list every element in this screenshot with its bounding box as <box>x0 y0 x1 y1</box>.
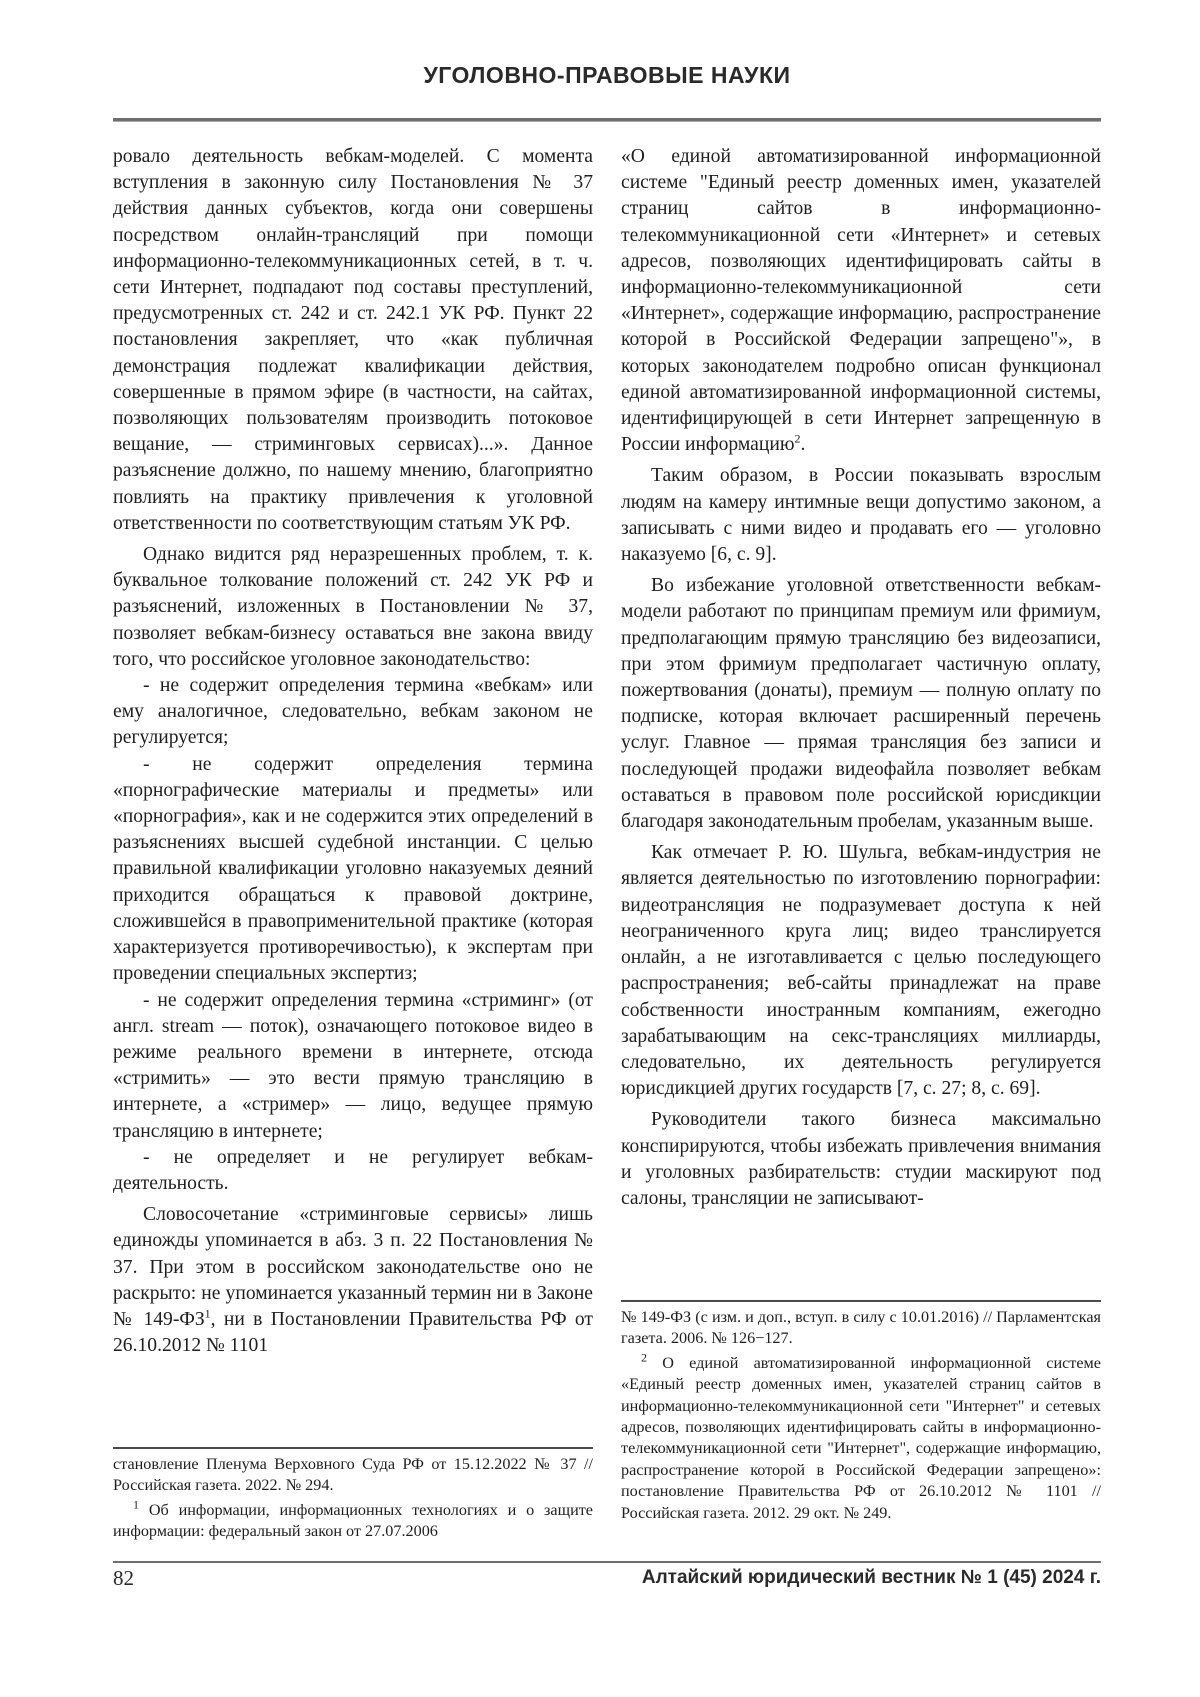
footnote-divider-left <box>113 1447 593 1449</box>
footnote-ref-1[interactable]: 1 <box>204 1306 211 1321</box>
header-divider <box>113 118 1101 122</box>
paragraph: Руководители такого бизнеса максимально конспирируются, чтобы избежать привлечения внимания и уголовных разбирательств: студии маскируют под салоны, трансляции не записывают- <box>621 1109 1101 1209</box>
footnote-ref-2[interactable]: 2 <box>794 431 801 446</box>
paragraph: Однако видится ряд неразрешенных проблем, т. к. буквальное толкование положений ст. 242 УК РФ и разъяснений, изложенных в Постановлении № 37, позволяет вебкам-бизнесу оставаться вне закона ввиду того, что российское уголовное законодательство: <box>113 544 593 670</box>
paragraph-text: Словосочетание «стриминговые сервисы» лишь единожды упоминается в абз. 3 п. 22 Постановления № 37. При этом в российском законодательстве оно не раскрыто: не упоминается указанный термин ни в Законе № 149-ФЗ <box>113 1204 593 1330</box>
footnotes-left <box>113 1454 593 1543</box>
paragraph-text: . <box>800 434 806 456</box>
left-column <box>113 144 593 1359</box>
paragraph <box>113 1202 593 1359</box>
paragraph-text: , ни в Постановлении Правительства РФ от 26.10.2012 № 1101 <box>113 1308 593 1357</box>
footnote-text: Об информации, информационных технологиях и о защите информации: федеральный закон от 27.07.2006 <box>113 1500 593 1541</box>
paragraph: Как отмечает Р. Ю. Шульга, вебкам-индустрия не является деятельностью по изготовлению порнографии: видеотрансляция не подразумевает доступа к ней неограниченного круга лиц; видео транслируется онлайн, а не изготавливается с целью последующего распространения; веб-сайты принадлежат на праве собственности иностранным компаниям, ежегодно зарабатывающим на секс-трансляциях миллиарды, следовательно, их деятельность регулируется юрисдикцией других государств [7, с. 27; 8, с. 69]. <box>621 842 1101 1100</box>
footnote-2 <box>621 1350 1101 1524</box>
paragraph: ровало деятельность вебкам-моделей. С момента вступления в законную силу Постановления № 37 действия данных субъектов, когда они совершены посредством онлайн-трансляций при помощи информационно-телекоммуникационных сетей, в т. ч. сети Интернет, подпадают под составы преступлений, предусмотренных ст. 242 и ст. 242.1 УК РФ. Пункт 22 постановления закрепляет, что «как публичная демонстрация подлежат квалификации действия, совершенные в прямом эфире (в частности, на сайтах, позволяющих пользователям производить потоковое вещание, — стриминговых сервисах)...». Данное разъяснение должно, по нашему мнению, благоприятно повлиять на практику привлечения к уголовной ответственности по соответствующим статьям УК РФ. <box>113 146 593 534</box>
list-item: - не определяет и не регулирует вебкам-деятельность. <box>113 1146 593 1194</box>
page-number: 82 <box>113 1566 134 1590</box>
footnotes-right <box>621 1307 1101 1524</box>
paragraph: Во избежание уголовной ответственности вебкам-модели работают по принципам премиум или фримиум, предполагающим прямую трансляцию без видеозаписи, при этом фримиум предполагает частичную оплату, пожертвования (донаты), премиум — полную оплату по подписке, которая включает расширенный перечень услуг. Главное — прямая трансляция без записи и последующей продажи видеофайла позволяет вебкам оставаться в правовом поле российской юрисдикции благодаря законодательным пробелам, указанным выше. <box>621 575 1101 833</box>
footnote-continuation: становление Пленума Верховного Суда РФ от 15.12.2022 № 37 // Российская газета. 2022. № 294. <box>113 1455 593 1495</box>
running-header: УГОЛОВНО-ПРАВОВЫЕ НАУКИ <box>423 62 791 88</box>
paragraph: Таким образом, в России показывать взрослым людям на камеру интимные вещи допустимо законом, а записывать с ними видео и продавать его — уголовно наказуемо [6, с. 9]. <box>621 465 1101 566</box>
journal-title: Алтайский юридический вестник № 1 (45) 2024 г. <box>641 1567 1101 1588</box>
footer-divider <box>113 1561 1101 1563</box>
footnote-1 <box>113 1497 593 1543</box>
footnote-mark: 1 <box>133 1497 139 1512</box>
footnote-divider-right <box>621 1300 1101 1302</box>
paragraph <box>621 144 1101 458</box>
list-item: - не содержит определения термина «вебкам» или ему аналогичное, следовательно, вебкам законом не регулируется; <box>113 675 593 749</box>
footnote-mark: 2 <box>641 1350 647 1365</box>
right-column <box>621 144 1101 1212</box>
footnote-continuation: № 149-ФЗ (с изм. и доп., вступ. в силу с 10.01.2016) // Парламентская газета. 2006. № 126−127. <box>621 1308 1101 1348</box>
list-item: - не содержит определения термина «порнографические материалы и предметы» или «порнография», как и не содержится этих определений в разъяснениях высшей судебной инстанции. С целью правильной квалификации уголовно наказуемых деяний приходится обращаться к правовой доктрине, сложившейся в правоприменительной практике (которая характеризуется противоречивостью), к экспертам при проведении специальных экспертиз; <box>113 753 593 985</box>
paragraph-text: «О единой автоматизированной информационной системе "Единый реестр доменных имен, указателей страниц сайтов в информационно-телекоммуникационной сети «Интернет» и сетевых адресов, позволяющих идентифицировать сайты в информационно-телекоммуникационной сети «Интернет», содержащие информацию, распространение которой в Российской Федерации запрещено"», в которых законодателем подробно описан функционал единой автоматизированной информационной системы, идентифицирующей в сети Интернет запрещенную в России информацию <box>621 146 1101 456</box>
footnote-text: О единой автоматизированной информационной системе «Единый реестр доменных имен, указателей страниц сайтов в информационно-телекоммуникационной сети "Интернет" и сетевых адресов, позволяющих идентифицировать сайты в информационно-телекоммуникационной сети "Интернет", содержащие информацию, распространение которой в Российской Федерации запрещено»: постановление Правительства РФ от 26.10.2012 № 1101 // Российская газета. 2012. 29 окт. № 249. <box>621 1353 1101 1522</box>
list-item: - не содержит определения термина «стриминг» (от англ. stream — поток), означающего потоковое видео в режиме реального времени в интернете, отсюда «стримить» — это вести прямую трансляцию в интернете, а «стример» — лицо, ведущее прямую трансляцию в интернете; <box>113 989 593 1142</box>
